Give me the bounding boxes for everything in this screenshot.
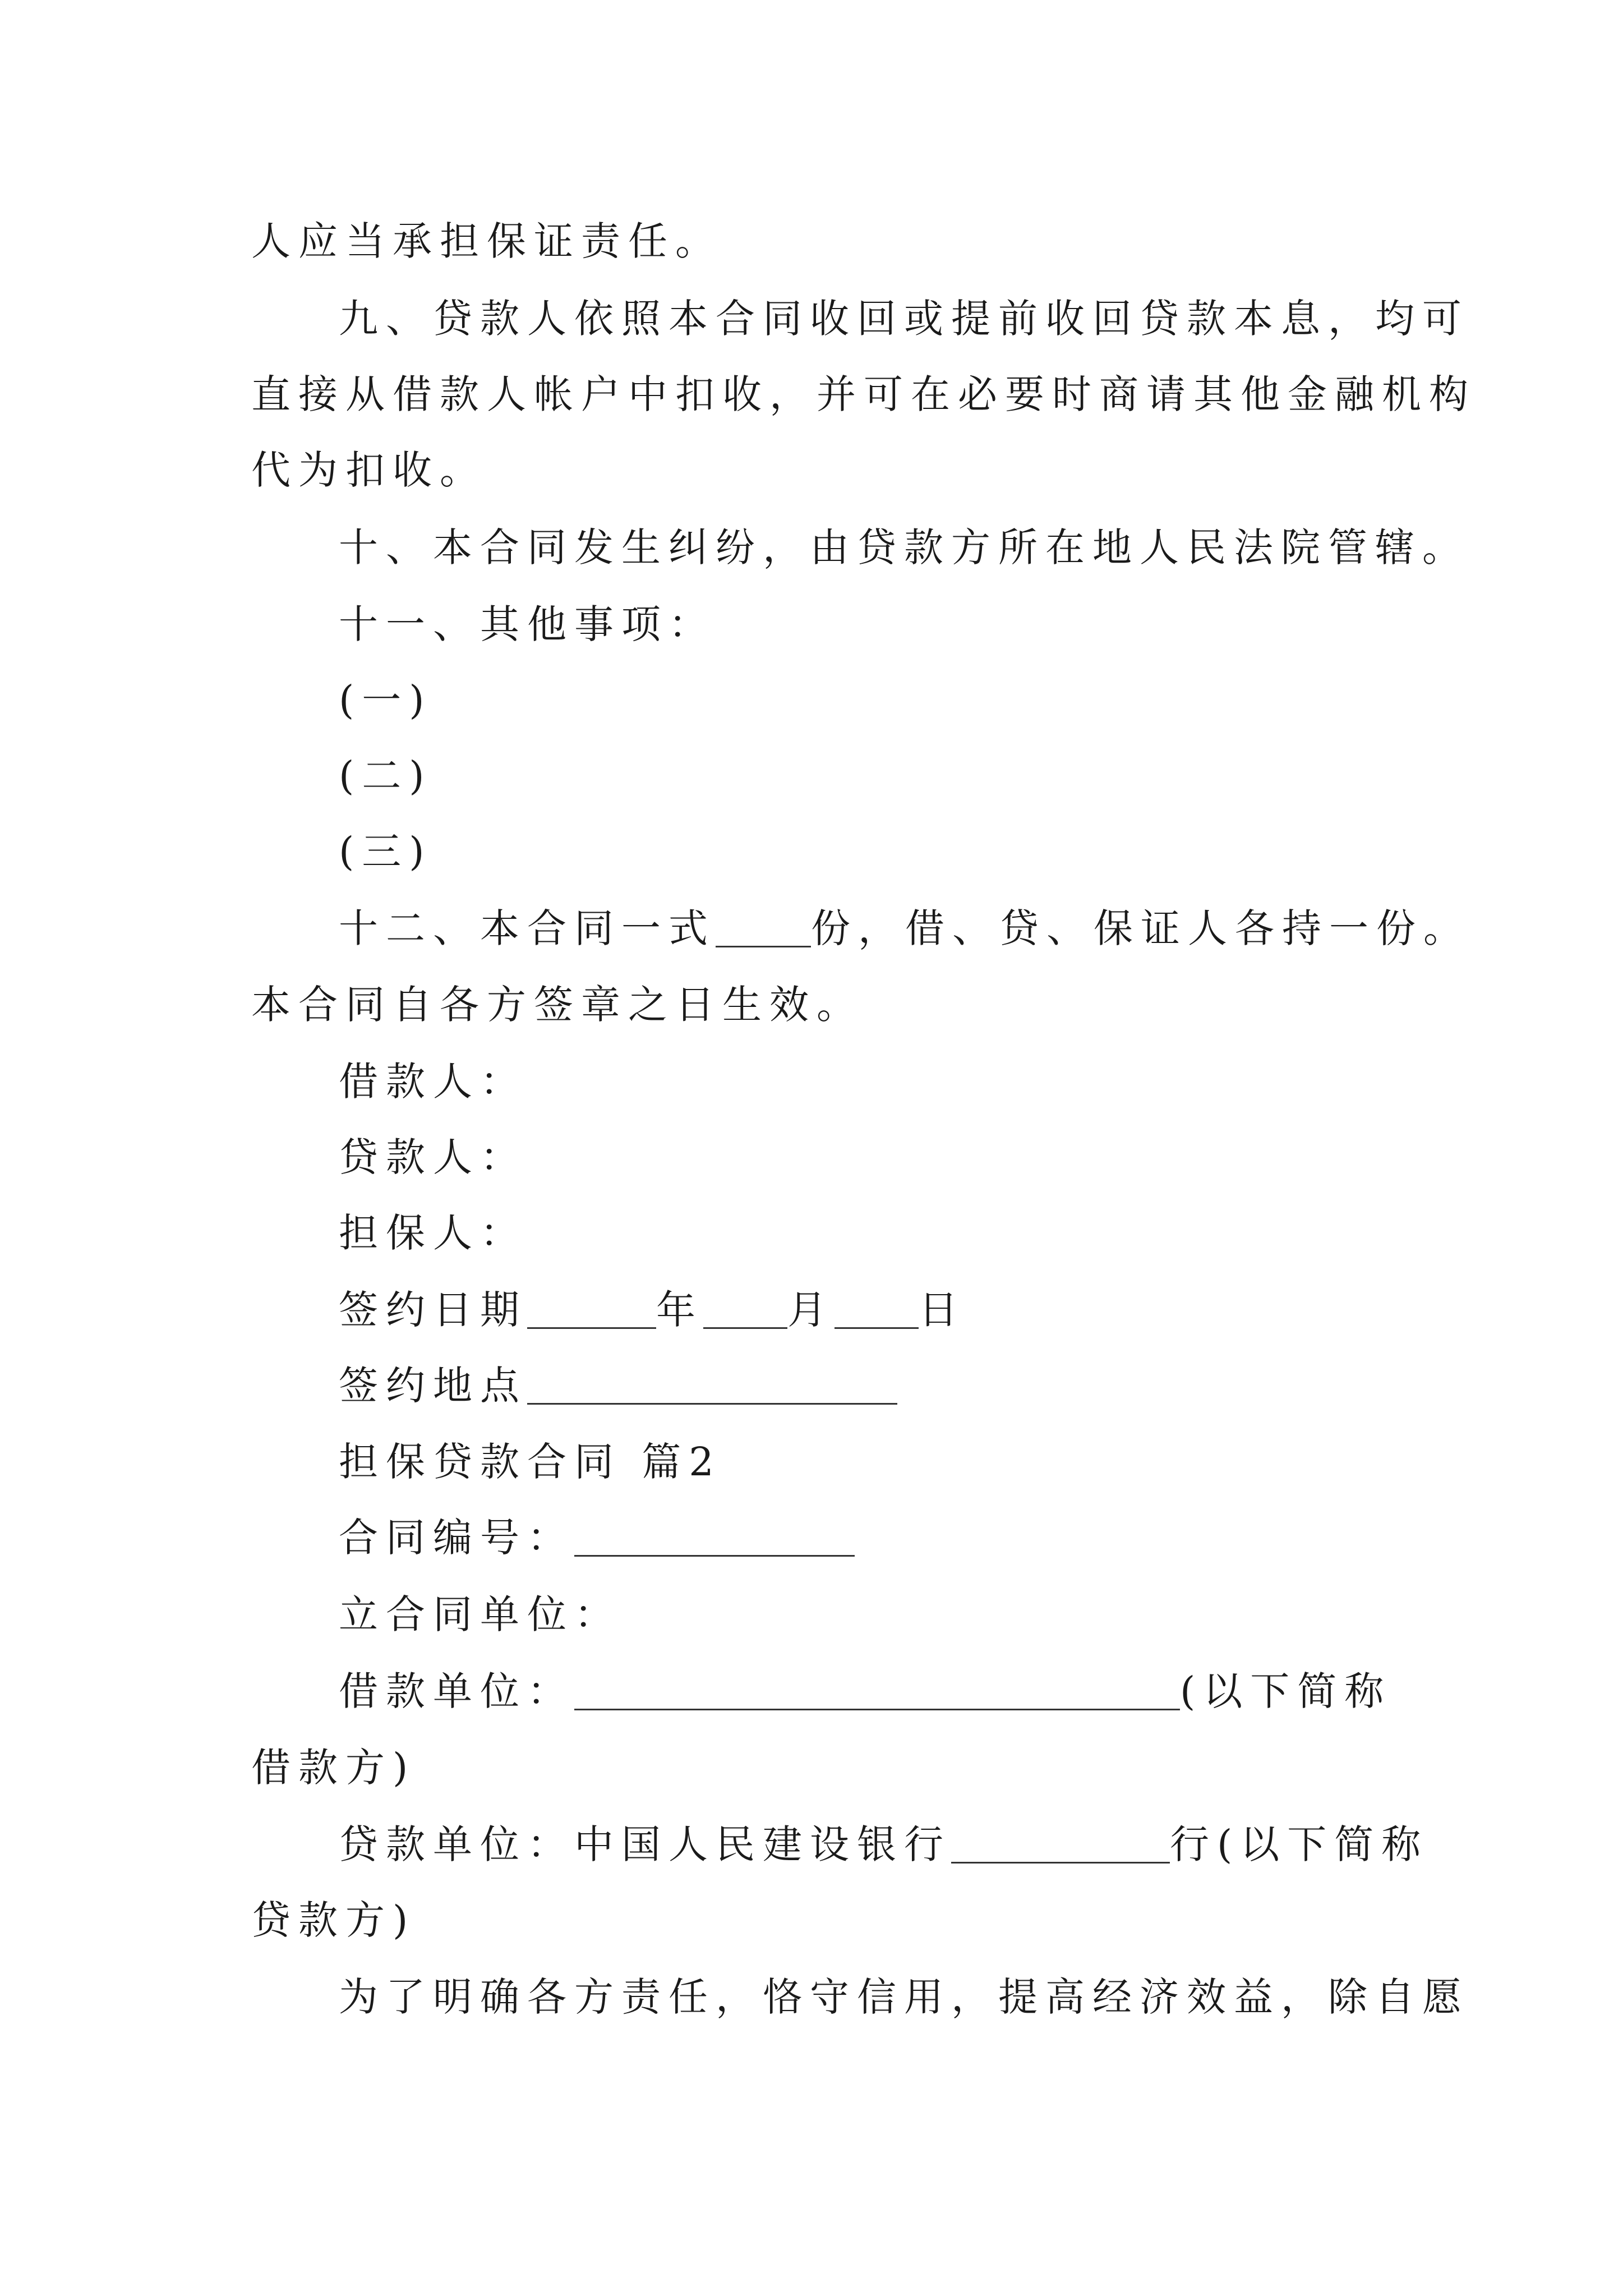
month-blank: [703, 1288, 787, 1329]
clause-12-text-a: 十二、本合同一式: [339, 905, 716, 951]
signing-place-label: 签约地点: [339, 1363, 527, 1409]
clause-12-line-2: 本合同自各方签章之日生效。: [251, 982, 864, 1028]
clause-11-item-2: (二): [339, 753, 432, 799]
guarantor-signature-label: 担保人：: [339, 1210, 527, 1256]
clause-9-line-1: 九、贷款人依照本合同收回或提前收回贷款本息，均可: [339, 296, 1469, 342]
copies-blank: [716, 907, 811, 947]
contract-number-blank: [574, 1516, 855, 1557]
day-label: 日: [919, 1287, 966, 1333]
year-blank: [527, 1288, 656, 1329]
lender-abbrev-text: 行(以下简称: [1170, 1821, 1429, 1867]
signing-place-blank: [527, 1364, 897, 1405]
lender-branch-blank: [951, 1823, 1170, 1864]
contract-number-label: 合同编号：: [339, 1515, 574, 1561]
clause-12-line-1: [339, 901, 1470, 955]
clause-12-text-b: 份，借、贷、保证人各持一份。: [811, 905, 1470, 951]
borrower-unit-label: 借款单位：: [339, 1668, 574, 1714]
clause-10: 十、本合同发生纠纷，由贷款方所在地人民法院管辖。: [339, 524, 1469, 570]
signing-date-label: 签约日期: [339, 1287, 527, 1333]
borrower-abbrev-text: (以下简称: [1180, 1668, 1392, 1714]
clause-11-heading: 十一、其他事项：: [339, 601, 716, 647]
lender-unit-line: [339, 1818, 1428, 1871]
contracting-parties-label: 立合同单位：: [339, 1591, 621, 1637]
borrower-abbrev-line: 借款方): [251, 1745, 416, 1791]
clause-9-line-3: 代为扣收。: [251, 447, 487, 493]
clause-11-item-3: (三): [339, 829, 432, 875]
text-line: 人应当承担保证责任。: [251, 218, 722, 264]
day-blank: [834, 1288, 919, 1329]
lender-signature-label: 贷款人：: [339, 1134, 527, 1180]
signing-place-line: [339, 1359, 897, 1412]
borrower-signature-label: 借款人：: [339, 1059, 527, 1105]
lender-abbrev-line: 贷款方): [251, 1897, 416, 1943]
contract-number-line: [339, 1511, 855, 1565]
clause-11-item-1: (一): [339, 677, 432, 723]
preamble-line: 为了明确各方责任，恪守信用，提高经济效益，除自愿: [339, 1974, 1469, 2020]
borrower-unit-blank: [574, 1669, 1180, 1710]
section-title: 担保贷款合同 篇2: [339, 1439, 722, 1485]
borrower-unit-line: [339, 1664, 1391, 1718]
clause-9-line-2: 直接从借款人帐户中扣收，并可在必要时商请其他金融机构: [251, 371, 1476, 417]
year-label: 年: [656, 1287, 703, 1333]
month-label: 月: [787, 1287, 834, 1333]
signing-date-line: [339, 1283, 966, 1337]
lender-unit-label: 贷款单位：中国人民建设银行: [339, 1821, 951, 1867]
